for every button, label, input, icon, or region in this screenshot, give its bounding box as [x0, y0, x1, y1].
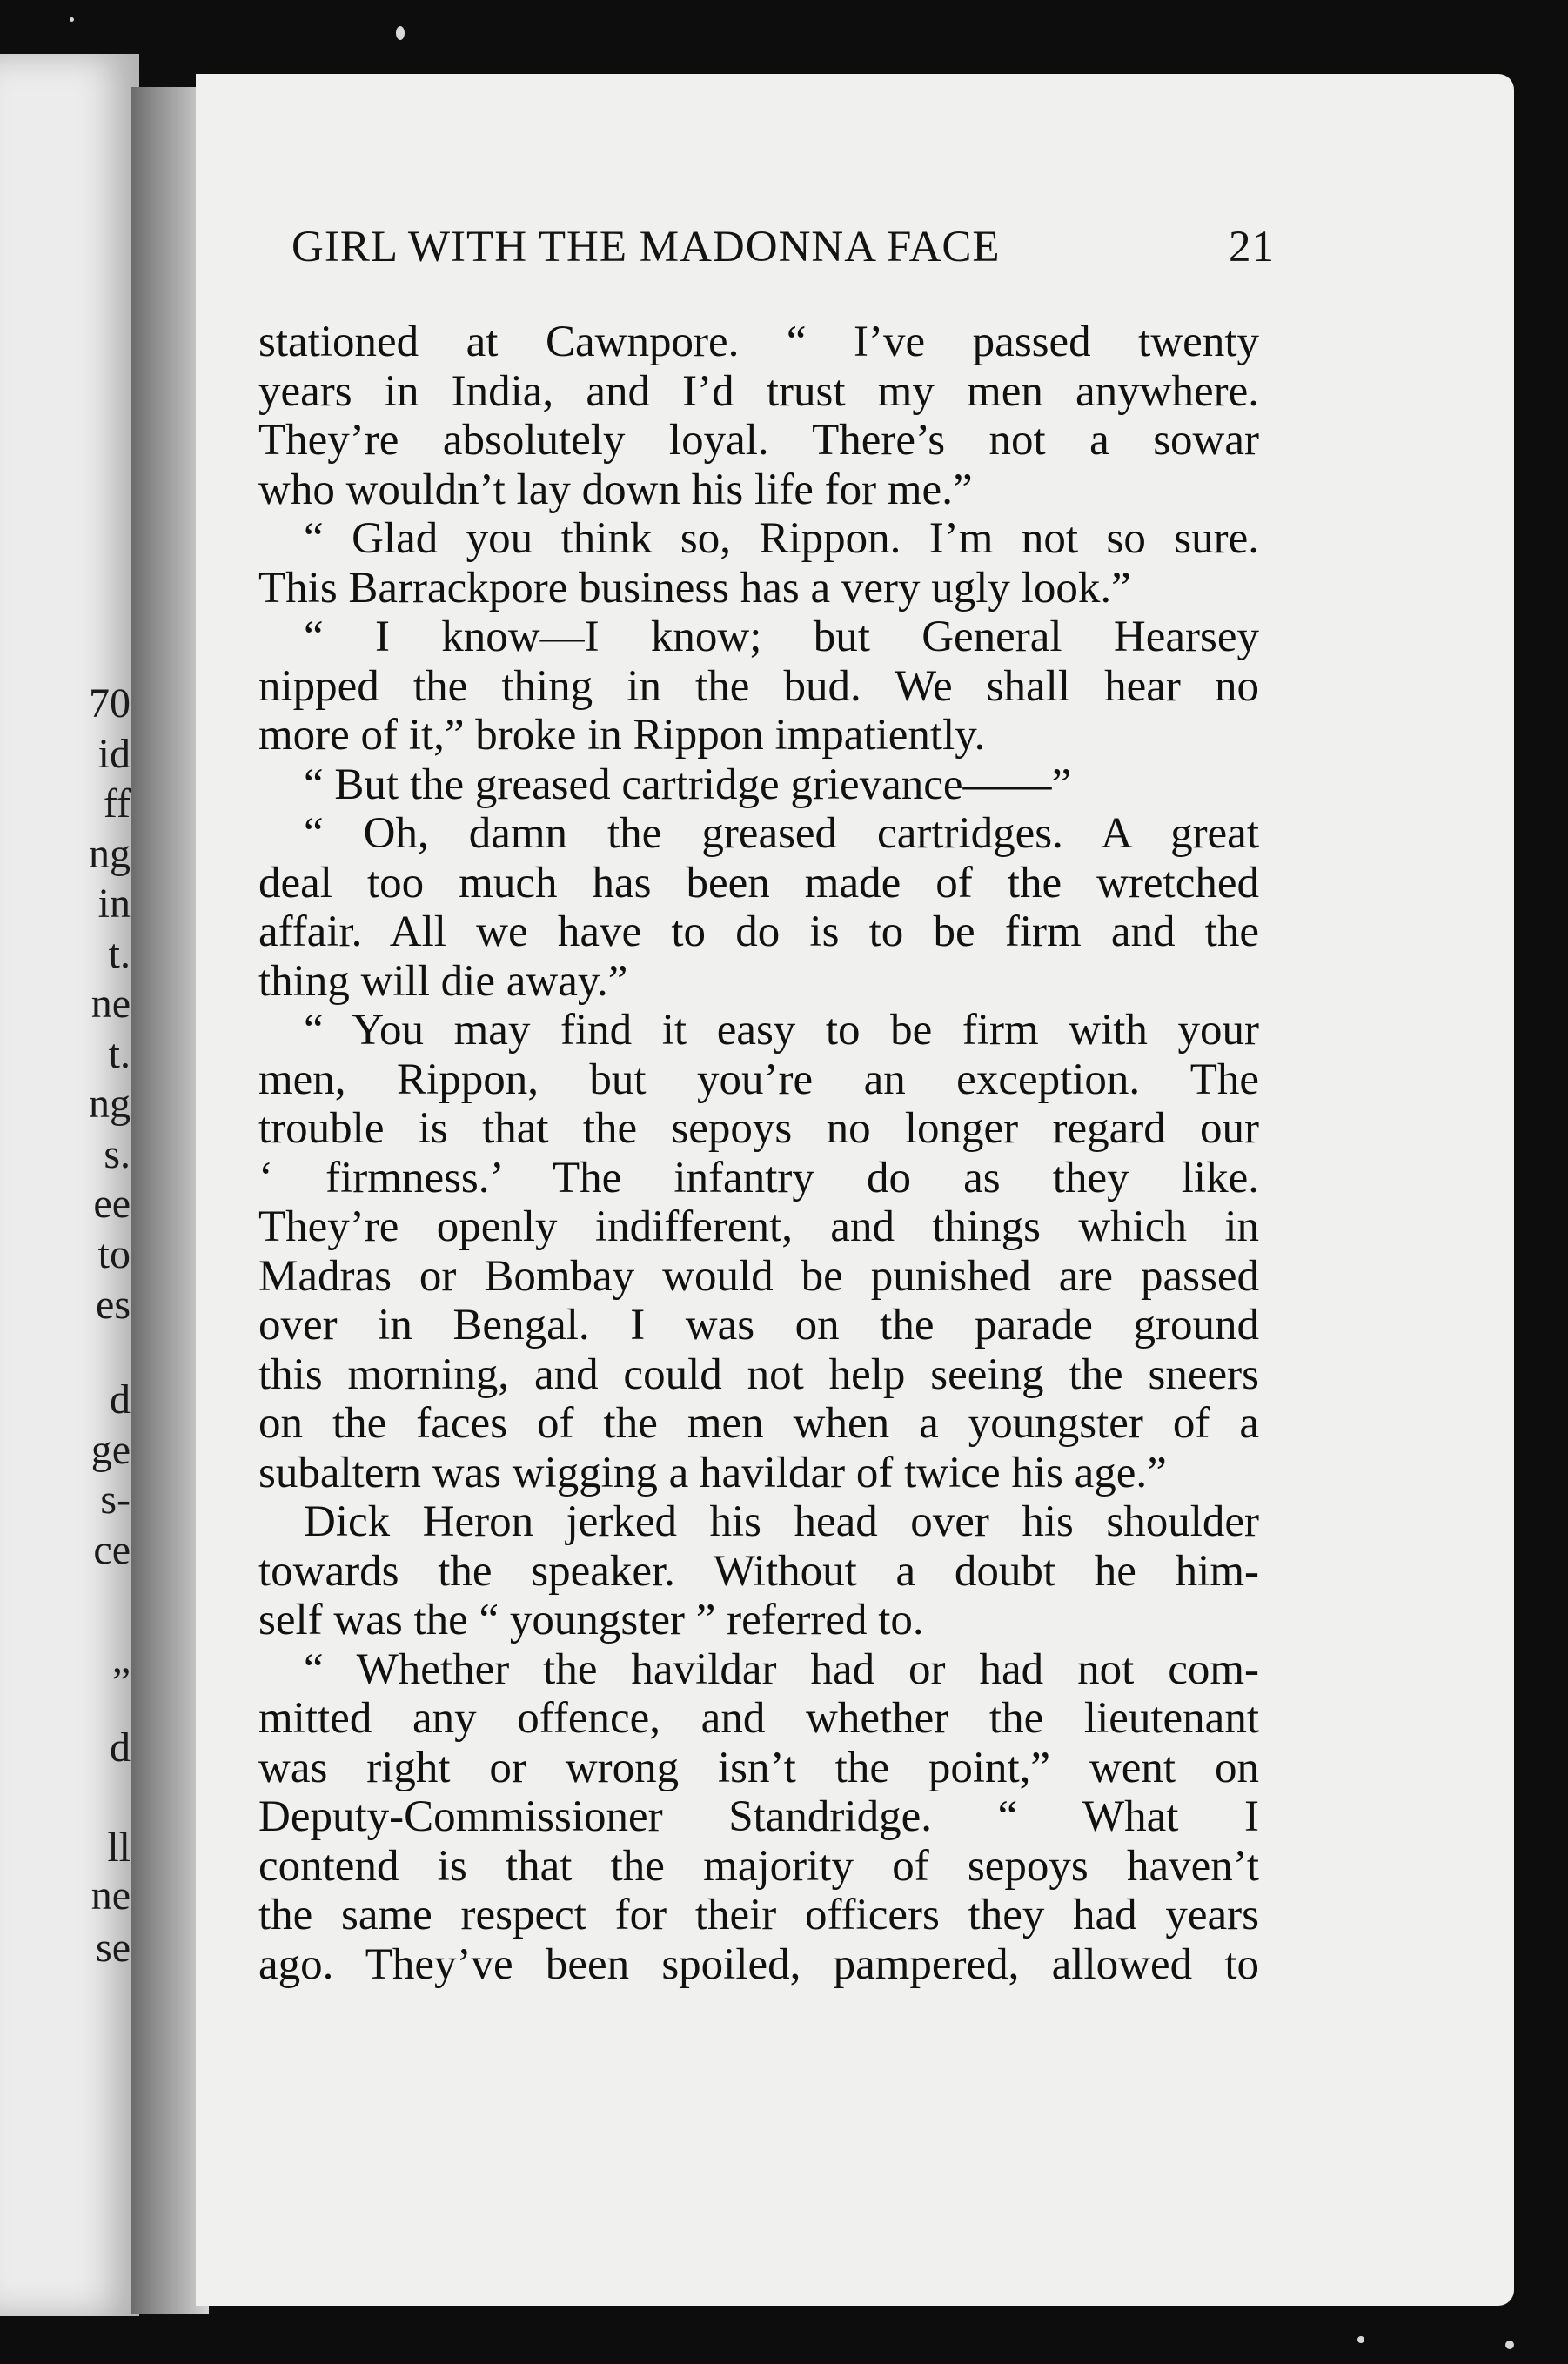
left-page-fragment: t.	[108, 931, 131, 977]
text-line: Dick Heron jerked his head over his shoulder	[304, 1497, 1259, 1546]
left-page-fragment: ll	[107, 1825, 131, 1871]
text-line: ago. They’ve been spoiled, pampered, allowed to	[258, 1939, 1259, 1989]
text-line: Madras or Bombay would be punished are passed	[258, 1251, 1259, 1301]
text-line: “ Glad you think so, Rippon. I’m not so sure.	[304, 514, 1259, 563]
text-line: Deputy-Commissioner Standridge. “ What I	[258, 1792, 1259, 1841]
left-page-fragment: ee	[93, 1181, 131, 1227]
text-line: “ You may find it easy to be firm with your	[304, 1006, 1259, 1055]
text-line: was right or wrong isn’t the point,” went on	[258, 1743, 1259, 1792]
text-line: subaltern was wigging a havildar of twice his age.”	[258, 1448, 1167, 1497]
left-page-fragment: ”	[111, 1659, 131, 1705]
left-page-fragment: s-	[100, 1477, 131, 1523]
text-line: self was the “ youngster ” referred to.	[258, 1596, 924, 1644]
left-page-fragment: ff	[103, 780, 131, 827]
text-line: over in Bengal. I was on the parade ground	[258, 1301, 1259, 1349]
text-line: “ But the greased cartridge grievance——”	[304, 760, 1072, 809]
left-page-fragment: d	[110, 1376, 131, 1423]
left-page-fragment: ge	[90, 1427, 131, 1473]
left-page-fragment: se	[96, 1925, 131, 1971]
text-line: more of it,” broke in Rippon impatiently.	[258, 711, 986, 760]
running-title: GIRL WITH THE MADONNA FACE	[291, 223, 1001, 271]
left-page-fragment: to	[97, 1231, 131, 1277]
text-line: years in India, and I’d trust my men anywhere.	[258, 366, 1259, 416]
text-line: on the faces of the men when a youngster of a	[258, 1399, 1259, 1448]
book-page	[196, 74, 1514, 2306]
left-page-fragment: ng	[89, 1081, 131, 1127]
text-line: stationed at Cawnpore. “ I’ve passed twenty	[258, 318, 1259, 366]
text-line: contend is that the majority of sepoys haven’t	[258, 1841, 1259, 1891]
text-line: men, Rippon, but you’re an exception. The	[258, 1055, 1259, 1104]
left-page-fragment: in	[97, 881, 131, 927]
body-text	[258, 318, 1259, 1989]
text-line: who wouldn’t lay down his life for me.”	[258, 465, 973, 514]
left-page-fragment: s.	[104, 1131, 131, 1177]
left-page-fragment: ce	[93, 1527, 131, 1573]
left-page-fragment: es	[96, 1282, 131, 1328]
text-line: ‘ firmness.’ The infantry do as they like.	[258, 1153, 1259, 1202]
text-line: “ Oh, damn the greased cartridges. A great	[304, 809, 1259, 858]
left-page-fragment: ne	[90, 1872, 131, 1919]
left-page-fragment: d	[110, 1724, 131, 1771]
text-line: mitted any offence, and whether the lieutenant	[258, 1694, 1259, 1743]
page-number: 21	[1229, 223, 1275, 271]
text-line: affair. All we have to do is to be firm and the	[258, 907, 1259, 956]
left-page-fragment: id	[97, 731, 131, 777]
text-line: nipped the thing in the bud. We shall hear no	[258, 661, 1259, 711]
text-line: They’re openly indifferent, and things which in	[258, 1202, 1259, 1251]
text-line: towards the speaker. Without a doubt he him-	[258, 1546, 1259, 1596]
text-line: thing will die away.”	[258, 956, 628, 1006]
left-page-fragment: t.	[108, 1031, 131, 1077]
left-page-fragment: ne	[90, 981, 131, 1027]
text-line: the same respect for their officers they had years	[258, 1891, 1259, 1939]
text-line: “ Whether the havildar had or had not com-	[304, 1644, 1259, 1694]
text-line: They’re absolutely loyal. There’s not a sowar	[258, 416, 1259, 465]
text-line: This Barrackpore business has a very ugly look.”	[258, 563, 1131, 613]
text-line: deal too much has been made of the wretched	[258, 858, 1259, 907]
left-facing-page	[0, 54, 139, 2316]
text-line: “ I know—I know; but General Hearsey	[304, 613, 1259, 661]
left-page-fragment: 70	[89, 680, 131, 727]
running-header	[291, 222, 1275, 272]
text-line: trouble is that the sepoys no longer regard our	[258, 1104, 1259, 1153]
left-page-fragment: ng	[89, 831, 131, 877]
text-line: this morning, and could not help seeing the sneers	[258, 1349, 1259, 1399]
